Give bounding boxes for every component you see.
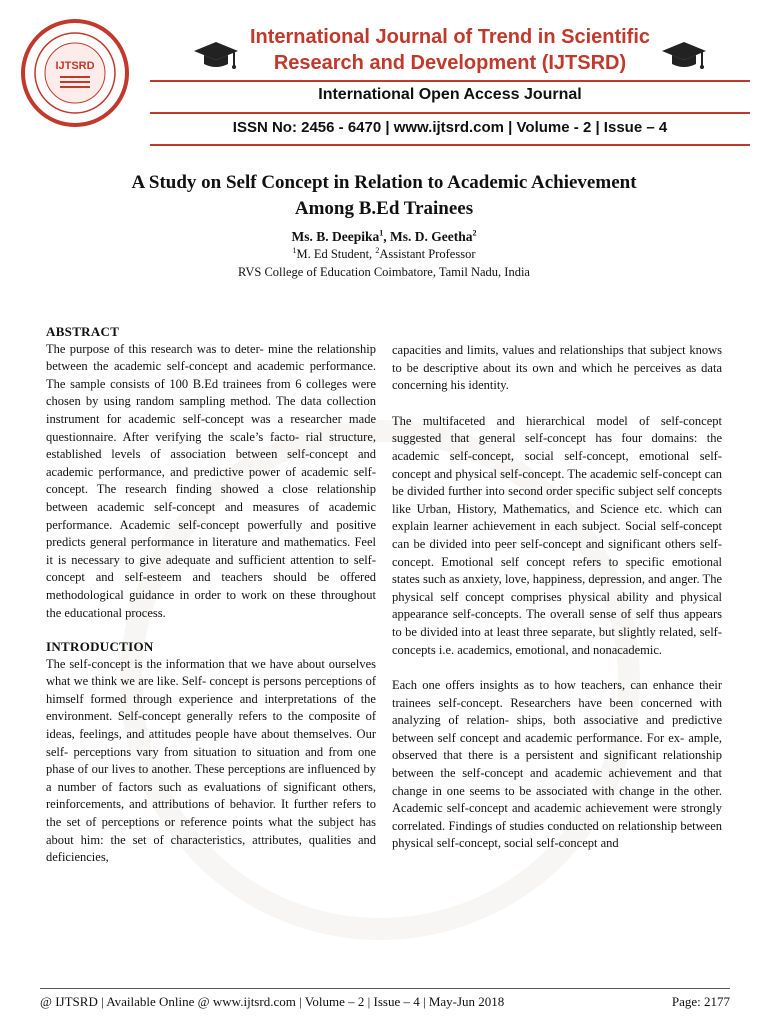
journal-title-line1: International Journal of Trend in Scientific xyxy=(249,26,651,48)
author-name: Ms. D. Geetha xyxy=(390,229,473,244)
paper-title-line2: Among B.Ed Trainees xyxy=(294,198,474,219)
journal-title-line2: Research and Development (IJTSRD) xyxy=(273,52,627,74)
page-number: Page: 2177 xyxy=(671,994,730,1009)
header-divider xyxy=(150,144,750,146)
author-line xyxy=(40,229,728,245)
svg-text:IJTSRD: IJTSRD xyxy=(55,60,95,72)
open-access-line: International Open Access Journal xyxy=(318,86,582,103)
abstract-heading: ABSTRACT xyxy=(46,324,120,339)
introduction-heading: INTRODUCTION xyxy=(46,639,154,655)
author-name: Ms. B. Deepika xyxy=(291,229,380,244)
left-column xyxy=(46,323,376,867)
role-mark: 1 xyxy=(292,245,297,255)
paper-title xyxy=(40,170,728,222)
role-text: M. Ed Student, xyxy=(296,247,376,261)
author-roles xyxy=(40,247,728,262)
role-text: Assistant Professor xyxy=(379,247,476,261)
journal-header xyxy=(0,0,768,150)
footer-citation: @ IJTSRD | Available Online @ www.ijtsrd.com | Volume – 2 | Issue – 4 | May-Jun 2018 xyxy=(40,994,505,1009)
affiliation: RVS College of Education Coimbatore, Tamil Nadu, India xyxy=(238,265,530,279)
header-divider xyxy=(150,112,750,114)
header-divider xyxy=(150,80,750,82)
author-affiliation-mark: 1 xyxy=(379,228,384,238)
body-paragraph: capacities and limits, values and relationships that subject knows to be descriptive about its own and which he perceives as data concerning his identity. xyxy=(392,343,722,393)
ijtsrd-seal-logo xyxy=(20,18,130,128)
introduction-text: The self-concept is the information that we have about ourselves what we think we are like. Self- concept is persons perceptions of himself formed through experience and interpretations of the environment. Self-concept generally refers to the composite of ideas, feelings, and attitudes people have about themselves. Our self- perceptions vary from situation to situation and from one phase of our lives to another. These perceptions are influenced by a number of factors such as evaluations of significant others, reinforcements, and attributions of behavior. It further refers to the set of perceptions or reference points what the subject has about him: the set of characteristics, attributes, qualities and deficiencies, xyxy=(46,656,376,865)
body-paragraph: Each one offers insights as to how teachers, can enhance their trainees self-concept. Researchers have been concerned with analyzing of relation- ships, both associative and predictive between self concept and academic performance. For ex- ample, observed that there is a persistent and significant relationship between the self-concept and academic achievement and that change in one seems to be associated with change in the other. Academic self-concept and academic achievement were strongly correlated. Findings of studies conducted on relationship between physical self-concept, social self-concept and xyxy=(392,678,722,851)
body-paragraph: The multifaceted and hierarchical model of self-concept suggested that general self-concept has four domains: the academic self-concept, social self-concept, emotional self-concept and physical self-concept. The academic self-concept can be divided further into second order specific subject self concepts like Urban, History, Mathematics, and Science etc. which can explain learner achievement in each subject. Social self-concept can be divided into peer self-concept and significant others self-concept. Emotional self concept refers to specific emotional states such as anxiety, love, happiness, depression, and anger. The physical self concept comprises physical ability and physical appearance self-concepts. The overall sense of self thus appears to be divided into at least three separate, but slightly related, self-concepts i.e. academics, emotional, and nonacademic. xyxy=(392,413,722,657)
role-mark: 2 xyxy=(375,245,380,255)
abstract-text: The purpose of this research was to deter- mine the relationship between the academic self-concept and academic performance. The sample consists of 100 B.Ed trainees from 6 colleges were chosen by using random sampling method. The data collection instrument for academic self-concept was a researcher made questionnaire. After verifying the scale’s facto- rial structure, established levels of association between self-concept and academic performance, and predictive power of academic self-concept. The research finding showed a close relationship between academic self-concept and measures of academic performance. Academic self-concept powerfully and positive predicts general performance in literature and mathematics. Feel it is necessary to give adequate and sufficient attention to self-concept and self-esteem and teachers should be offered methodological guidance in order to work on these throughout the educational process. xyxy=(46,341,376,620)
right-column xyxy=(392,342,722,853)
issn-line: ISSN No: 2456 - 6470 | www.ijtsrd.com | Volume - 2 | Issue – 4 xyxy=(232,119,668,136)
author-affiliation-mark: 2 xyxy=(472,228,477,238)
paper-title-line1: A Study on Self Concept in Relation to Academic Achievement xyxy=(131,172,637,193)
footer-divider xyxy=(40,988,730,989)
author-separator: , xyxy=(383,229,390,244)
